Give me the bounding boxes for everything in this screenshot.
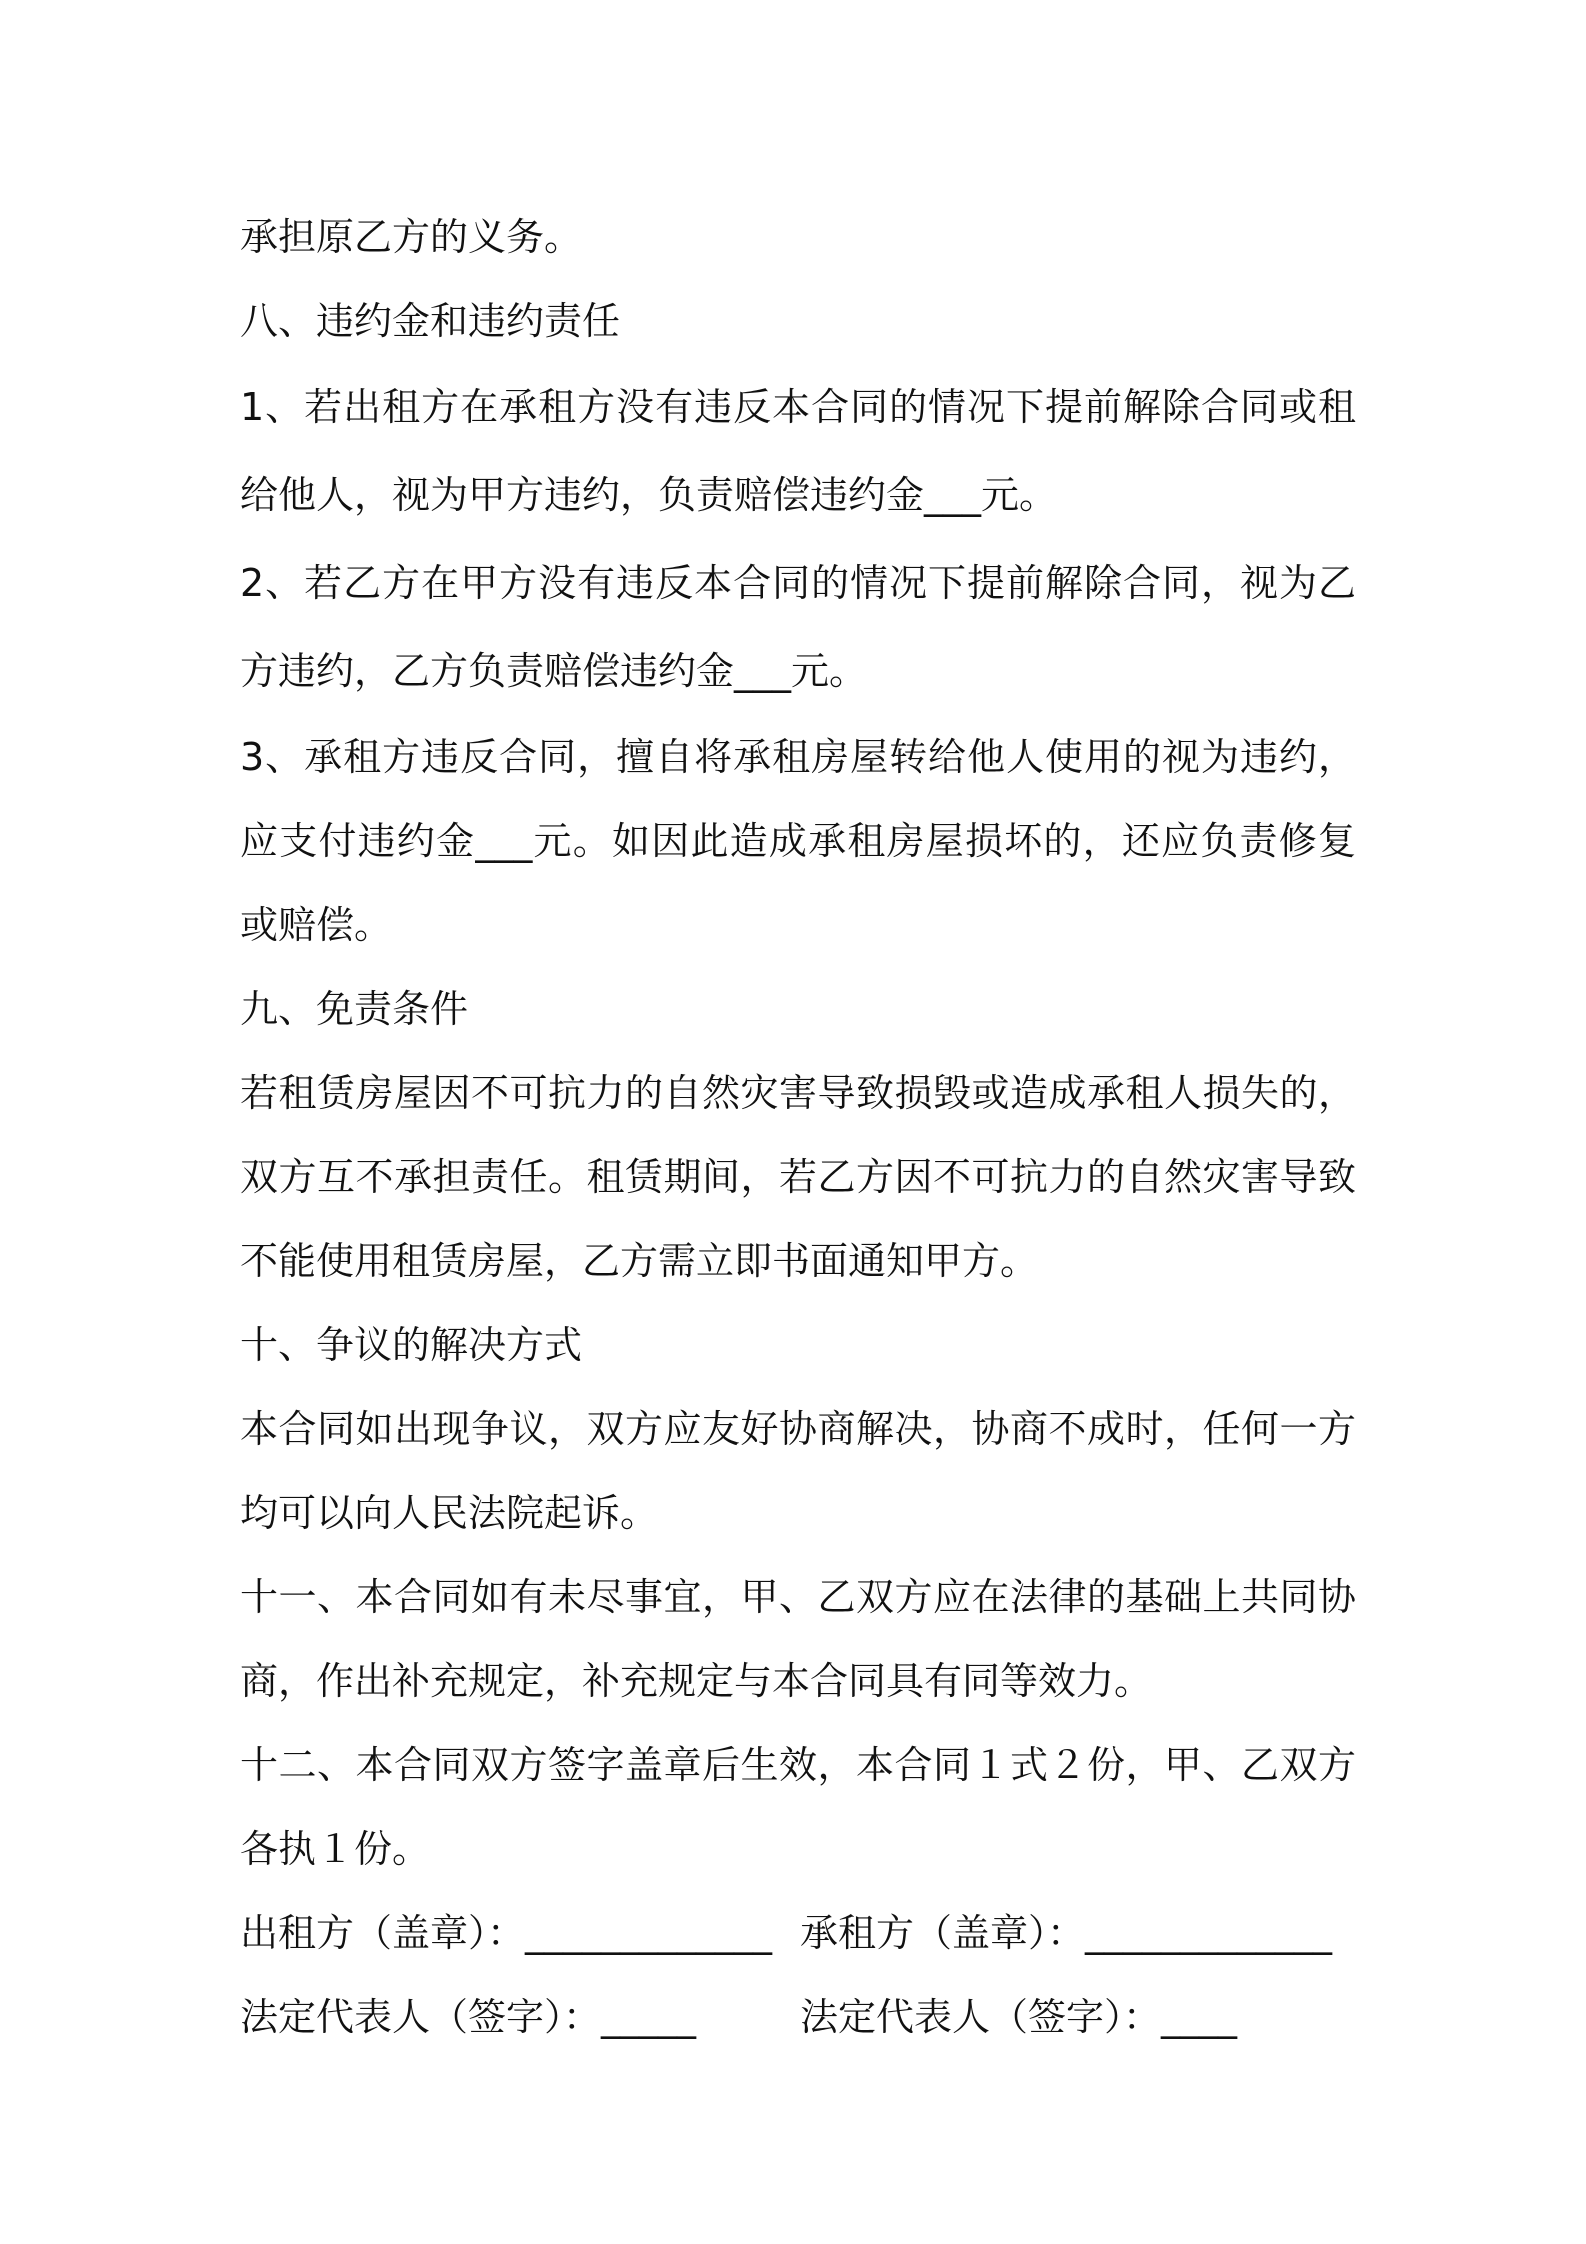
lessee-seal-line: 承租方（盖章）：_____________ bbox=[800, 1911, 1333, 1955]
lessor-representative-line: 法定代表人（签字）：_____ bbox=[240, 1995, 697, 2039]
signature-row-seal bbox=[240, 1891, 1356, 1975]
section-heading-10: 十、争议的解决方式 bbox=[240, 1323, 583, 1367]
continued-text: 承担原乙方的义务。 bbox=[240, 215, 583, 259]
clause-11: 十一、本合同如有未尽事宜，甲、乙双方应在法律的基础上共同协商，作出补充规定，补充规定与本合同具有同等效力。 bbox=[240, 1575, 1356, 1703]
clause-12: 十二、本合同双方签字盖章后生效，本合同１式２份，甲、乙双方各执１份。 bbox=[240, 1743, 1356, 1871]
clause-8-1: 1、若出租方在承租方没有违反本合同的情况下提前解除合同或租给他人，视为甲方违约，负责赔偿违约金___元。 bbox=[240, 385, 1356, 517]
lessor-seal-line: 出租方（盖章）：_____________ bbox=[240, 1911, 773, 1955]
clause-8-3: 3、承租方违反合同，擅自将承租房屋转给他人使用的视为违约，应支付违约金___元。如因此造成承租房屋损坏的，还应负责修复或赔偿。 bbox=[240, 735, 1356, 947]
lessee-representative-line: 法定代表人（签字）：____ bbox=[800, 1995, 1238, 2039]
clause-10: 本合同如出现争议，双方应友好协商解决，协商不成时，任何一方均可以向人民法院起诉。 bbox=[240, 1407, 1356, 1535]
section-heading-8: 八、违约金和违约责任 bbox=[240, 299, 621, 343]
signature-row-representative bbox=[240, 1975, 1356, 2059]
section-heading-9: 九、免责条件 bbox=[240, 987, 469, 1031]
clause-9: 若租赁房屋因不可抗力的自然灾害导致损毁或造成承租人损失的，双方互不承担责任。租赁期间，若乙方因不可抗力的自然灾害导致不能使用租赁房屋，乙方需立即书面通知甲方。 bbox=[240, 1071, 1356, 1283]
clause-8-2: 2、若乙方在甲方没有违反本合同的情况下提前解除合同，视为乙方违约，乙方负责赔偿违约金___元。 bbox=[240, 561, 1356, 693]
